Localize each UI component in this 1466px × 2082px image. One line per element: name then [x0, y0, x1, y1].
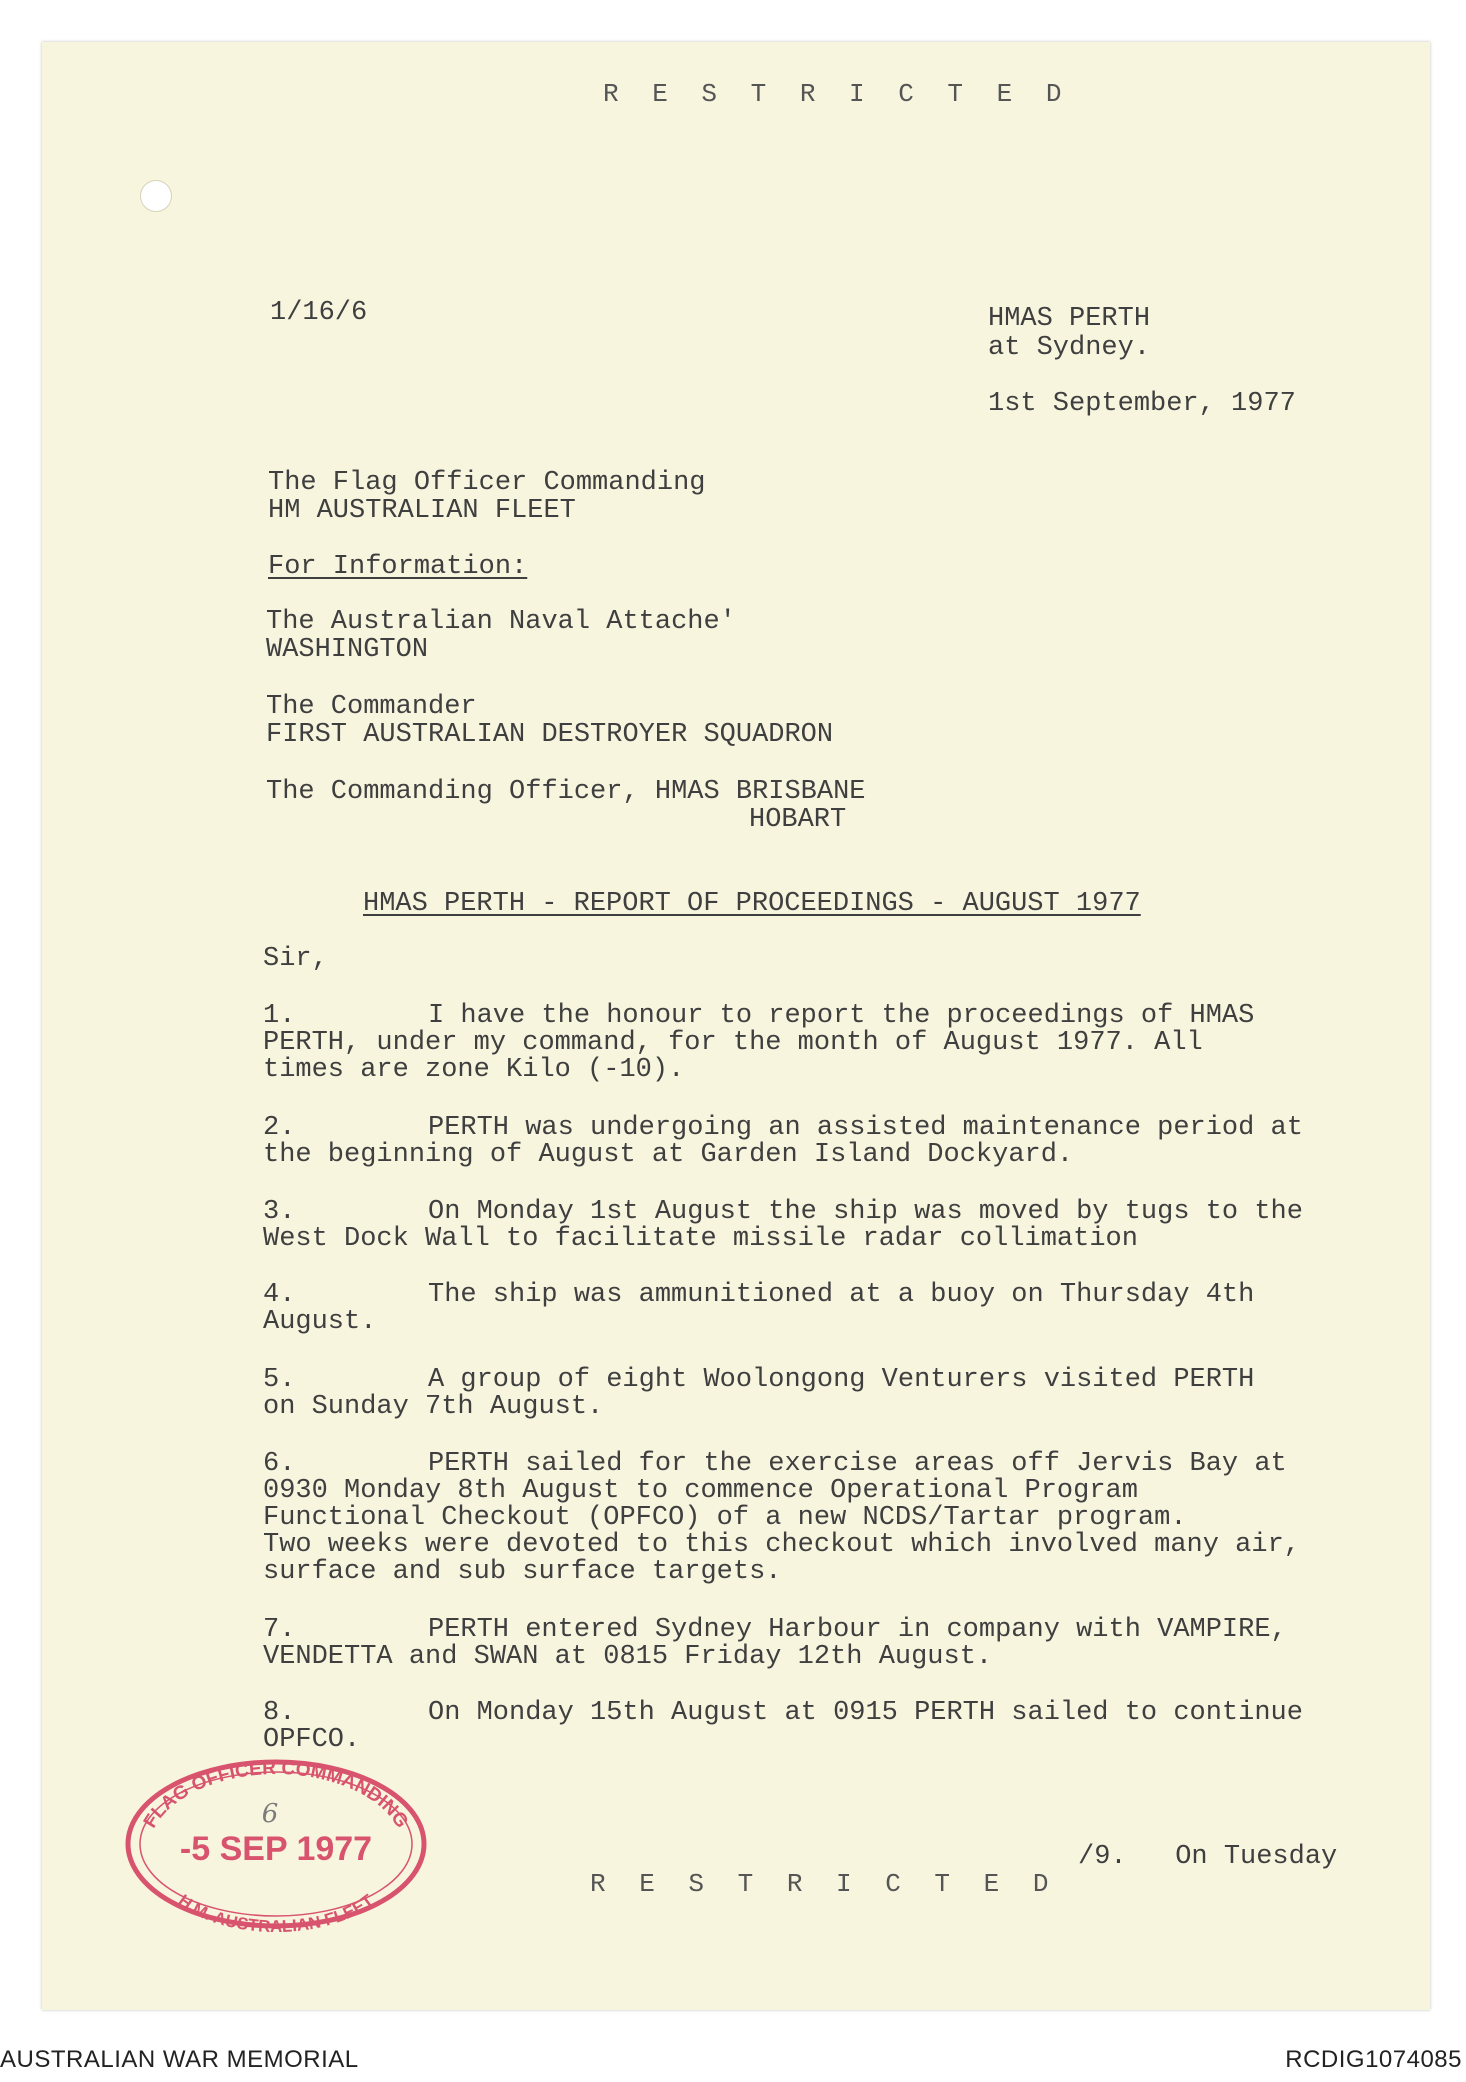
paragraph-7 — [263, 1617, 1343, 1671]
stamp-bottom-text: H.M. AUSTRALIAN FLEET — [174, 1890, 378, 1932]
paragraph-line: OPFCO. — [263, 1725, 361, 1755]
paragraph-4 — [263, 1282, 1343, 1336]
paragraph-line: 0930 Monday 8th August to commence Operational Program — [263, 1476, 1138, 1506]
paragraph-line: PERTH entered Sydney Harbour in company with VAMPIRE, — [428, 1615, 1287, 1645]
paragraph-line: on Sunday 7th August. — [263, 1392, 604, 1422]
continuation-note: /9. On Tuesday — [1078, 1842, 1338, 1872]
paragraph-line: August. — [263, 1307, 377, 1337]
classification-footer: R E S T R I C T E D — [590, 1869, 1058, 1899]
paragraph-line: PERTH was undergoing an assisted maintenance period at — [428, 1113, 1303, 1143]
info-recipient-2-line2: FIRST AUSTRALIAN DESTROYER SQUADRON — [266, 720, 834, 750]
paragraph-line: VENDETTA and SWAN at 0815 Friday 12th August. — [263, 1642, 993, 1672]
paragraph-line: surface and sub surface targets. — [263, 1557, 782, 1587]
for-information-label: For Information: — [268, 552, 528, 582]
addressee-line2: HM AUSTRALIAN FLEET — [268, 496, 576, 526]
paragraph-6 — [263, 1451, 1343, 1586]
paragraph-number: 5. — [263, 1365, 296, 1395]
paragraph-number: 8. — [263, 1698, 296, 1728]
paragraph-number: 6. — [263, 1449, 296, 1479]
stamp-date: -5 SEP 1977 — [179, 1830, 373, 1868]
info-recipient-2-line1: The Commander — [266, 692, 477, 722]
stamp-handwritten-number: 6 — [261, 1799, 279, 1829]
paragraph-line: On Monday 1st August the ship was moved by tugs to the — [428, 1197, 1303, 1227]
paragraph-line: The ship was ammunitioned at a buoy on Thursday 4th — [428, 1280, 1255, 1310]
paragraph-line: Two weeks were devoted to this checkout which involved many air, — [263, 1530, 1300, 1560]
archive-label-left: AUSTRALIAN WAR MEMORIAL — [0, 2046, 359, 2073]
paragraph-number: 3. — [263, 1197, 296, 1227]
paragraph-line: PERTH, under my command, for the month of August 1977. All — [263, 1028, 1203, 1058]
paragraph-line: On Monday 15th August at 0915 PERTH sailed to continue — [428, 1698, 1303, 1728]
paragraph-2 — [263, 1115, 1343, 1169]
paragraph-3 — [263, 1199, 1343, 1253]
classification-header: R E S T R I C T E D — [603, 79, 1071, 109]
paragraph-number: 1. — [263, 1001, 296, 1031]
info-recipient-1-line1: The Australian Naval Attache' — [266, 607, 736, 637]
subject-title: HMAS PERTH - REPORT OF PROCEEDINGS - AUGUST 1977 — [363, 889, 1141, 919]
paragraph-number: 2. — [263, 1113, 296, 1143]
paragraph-line: A group of eight Woolongong Venturers visited PERTH — [428, 1365, 1255, 1395]
sender-ship: HMAS PERTH — [988, 304, 1151, 334]
paragraph-1 — [263, 1003, 1343, 1084]
letter-date: 1st September, 1977 — [988, 389, 1296, 419]
salutation: Sir, — [263, 944, 328, 974]
addressee-line1: The Flag Officer Commanding — [268, 468, 706, 498]
reference-number: 1/16/6 — [270, 298, 368, 328]
paragraph-number: 7. — [263, 1615, 296, 1645]
paragraph-line: the beginning of August at Garden Island Dockyard. — [263, 1140, 1074, 1170]
paragraph-line: times are zone Kilo (-10). — [263, 1055, 685, 1085]
paragraph-5 — [263, 1367, 1343, 1421]
info-recipient-3-line2: HOBART — [749, 805, 847, 835]
archive-label-right: RCDIG1074085 — [1285, 2046, 1462, 2073]
paragraph-line: I have the honour to report the proceedings of HMAS — [428, 1001, 1255, 1031]
info-recipient-3-line1: The Commanding Officer, HMAS BRISBANE — [266, 777, 866, 807]
paragraph-8 — [263, 1700, 1343, 1754]
paragraph-line: West Dock Wall to facilitate missile radar collimation — [263, 1224, 1138, 1254]
paragraph-line: Functional Checkout (OPFCO) of a new NCDS/Tartar program. — [263, 1503, 1187, 1533]
paragraph-number: 4. — [263, 1280, 296, 1310]
punch-hole — [140, 180, 172, 212]
paragraph-line: PERTH sailed for the exercise areas off Jervis Bay at — [428, 1449, 1287, 1479]
info-recipient-1-line2: WASHINGTON — [266, 635, 429, 665]
receipt-stamp — [120, 1752, 432, 1932]
sender-location: at Sydney. — [988, 333, 1151, 363]
stamp-top-text: FLAG OFFICER COMMANDING — [139, 1757, 413, 1832]
